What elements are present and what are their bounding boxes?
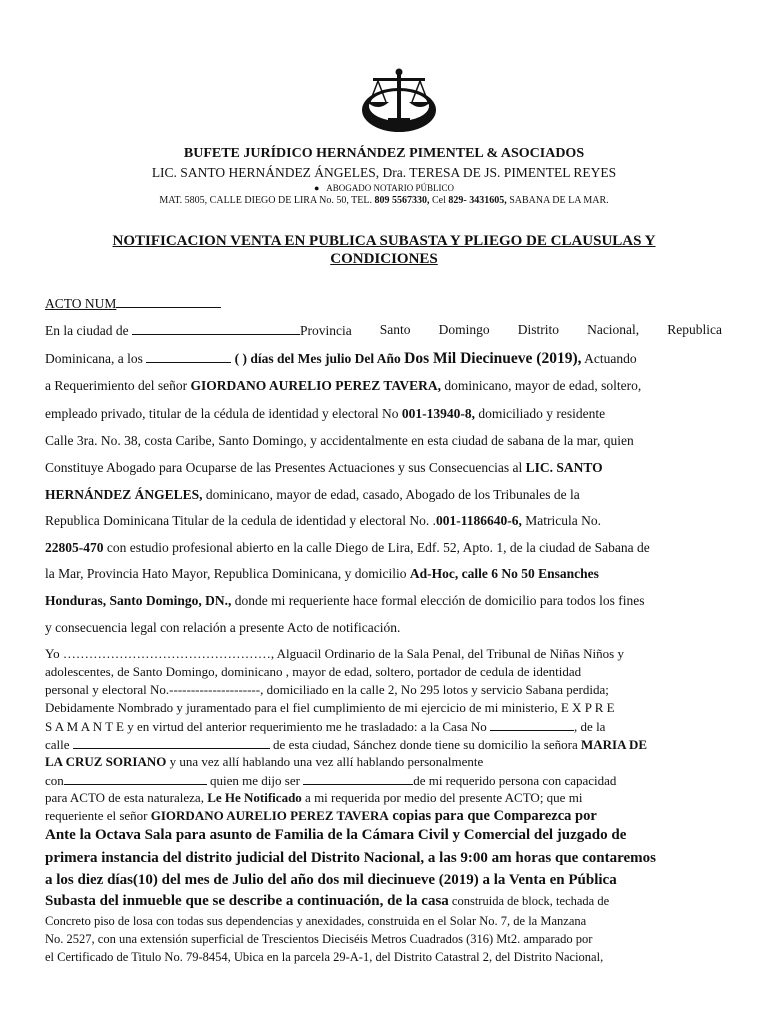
text: Constituye Abogado para Ocuparse de las Presentes Actuaciones y sus Consecuencias al xyxy=(45,460,526,475)
requester-name: GIORDANO AURELIO PEREZ TAVERA xyxy=(150,808,389,823)
p2-line-2: adolescentes, de Santo Domingo, dominicano , mayor de edad, soltero, portador de cedula de identidad xyxy=(45,664,582,679)
p2-line-5 xyxy=(45,718,722,735)
text: En la ciudad de xyxy=(45,323,129,338)
text: a mi requerida por medio del presente ACTO; que mi xyxy=(301,790,583,805)
text: con estudio profesional abierto en la calle Diego de Lira, Edf. 52, Apto. 1, de la ciudad de Sabana de xyxy=(103,540,650,555)
text: calle xyxy=(45,737,73,752)
text: a los diez días(10) del mes de Julio del año dos mil diecinueve (2019) a la xyxy=(45,872,509,888)
notified-name: MARIA DE xyxy=(580,737,648,752)
cedula-number: 001-13940-8, xyxy=(401,406,475,421)
p1-line-9 xyxy=(45,540,722,556)
text: empleado privado, titular de la cédula de identidad y electoral No xyxy=(45,406,402,421)
text: copias para que Comparezca por xyxy=(388,808,597,824)
p2-line-16: No. 2527, con una extensión superficial de Trescientos Dieciséis Metros Cuadrados (316) Mt2. amparado por xyxy=(45,932,593,946)
text: Republica xyxy=(667,322,722,337)
p1-line-4 xyxy=(45,406,722,422)
document-title: NOTIFICACION VENTA EN PUBLICA SUBASTA Y PLIEGO DE CLAUSULAS Y CONDICIONES xyxy=(112,233,656,267)
text: domiciliado y residente xyxy=(475,406,606,421)
firm-address xyxy=(0,195,768,206)
acto-number-blank xyxy=(116,295,221,308)
p2-line-7 xyxy=(45,754,722,770)
ad-hoc-address: Honduras, Santo Domingo, DN., xyxy=(45,593,232,608)
p1-line-5: Calle 3ra. No. 38, costa Caribe, Santo Domingo, y accidentalmente en esta ciudad de sabana de la mar, quien xyxy=(45,433,634,448)
text: para ACTO de esta naturaleza, xyxy=(45,790,208,805)
ad-hoc-address: Ad-Hoc, calle 6 No 50 Ensanches xyxy=(409,566,599,581)
notary-role-text: ABOGADO NOTARIO PÚBLICO xyxy=(326,183,454,193)
notary-role xyxy=(0,183,768,193)
text: de mi requerido persona con capacidad xyxy=(413,773,617,788)
p2-line-9 xyxy=(45,790,722,806)
address-text: MAT. 5805, CALLE DIEGO DE LIRA No. 50, TEL. xyxy=(159,195,375,206)
street-blank xyxy=(73,736,270,749)
p2-line-14 xyxy=(45,893,722,910)
p1-line-12: y consecuencia legal con relación a presente Acto de notificación. xyxy=(45,620,401,635)
year-text: Dos Mil Diecinueve (2019), xyxy=(404,350,582,367)
auction-text: Venta en Pública xyxy=(508,872,617,888)
firm-name: BUFETE JURÍDICO HERNÁNDEZ PIMENTEL & ASOCIADOS xyxy=(183,146,585,161)
text: con xyxy=(45,773,64,788)
p2-line-10 xyxy=(45,808,722,825)
p1-line-10 xyxy=(45,566,722,582)
text: Republica Dominicana Titular de la cedula de identidad y electoral No. . xyxy=(45,513,437,528)
text: Provincia xyxy=(299,323,352,338)
text: Dominicana, a los xyxy=(45,351,147,366)
p1-line-3 xyxy=(45,378,722,394)
house-number-blank xyxy=(490,718,574,731)
text: y una vez allí hablando una vez allí hablando personalmente xyxy=(166,754,484,769)
notified-text: Le He Notificado xyxy=(207,790,302,805)
p2-line-3: personal y electoral No.---------------------, domiciliado en la calle 2, No 295 lotos y servicio Sabana perdida; xyxy=(45,682,609,697)
person-blank xyxy=(64,772,207,785)
scales-of-justice-logo xyxy=(358,66,440,134)
p2-line-13 xyxy=(45,872,722,889)
p2-line-4: Debidamente Nombrado y juramentado para el fiel cumplimiento de mi ejercicio de mi ministerio, E X P R E xyxy=(45,700,615,715)
p2-line-8 xyxy=(45,772,722,789)
text: construida de block, techada de xyxy=(448,894,610,908)
text: requeriente el señor xyxy=(45,808,151,823)
text: a Requerimiento del señor xyxy=(45,378,191,393)
cellphone: 829- 3431605, xyxy=(448,195,507,206)
p1-line-7 xyxy=(45,487,722,503)
day-blank xyxy=(146,350,231,363)
p1-line-6 xyxy=(45,460,722,476)
text: Distrito xyxy=(517,322,559,337)
auction-text: Subasta del inmueble que se describe a continuación, de la casa xyxy=(45,893,449,909)
cedula-number: 001-1186640-6, xyxy=(436,513,522,528)
text: , de la xyxy=(574,719,606,734)
p2-line-15: Concreto piso de losa con todas sus dependencias y anexidades, construida en el Solar No. 7, de la Manzana xyxy=(45,914,587,928)
text: dominicano, mayor de edad, soltero, xyxy=(441,378,642,393)
p1-line-8 xyxy=(45,513,722,529)
text: S A M A N T E y en virtud del anterior requerimiento me he trasladado: a la Casa No xyxy=(45,719,491,734)
text: la Mar, Provincia Hato Mayor, Republica Dominicana, y domicilio xyxy=(45,566,410,581)
text: Nacional, xyxy=(587,322,640,337)
p1-line-11 xyxy=(45,593,722,609)
notified-name: LA CRUZ SORIANO xyxy=(45,754,167,769)
relation-blank xyxy=(303,772,413,785)
matricula-number: 22805-470 xyxy=(45,540,104,555)
text: Alguacil Ordinario de la Sala Penal, del Tribunal de Niñas Niños y xyxy=(274,646,624,661)
lawyer-names: LIC. SANTO HERNÁNDEZ ÁNGELES, Dra. TERESA DE JS. PIMENTEL REYES xyxy=(151,165,617,180)
lawyer-name: LIC. SANTO xyxy=(525,460,603,475)
acto-label: ACTO NUM xyxy=(45,296,117,311)
text: ( ) días del Mes julio Del Año xyxy=(231,351,405,366)
acto-line xyxy=(45,295,722,312)
text: Actuando xyxy=(581,351,637,366)
text: Domingo xyxy=(438,322,490,337)
p2-line-12: primera instancia del distrito judicial del Distrito Nacional, a las 9:00 am horas que contaremos xyxy=(45,850,656,866)
lawyer-name: HERNÁNDEZ ÁNGELES, xyxy=(45,487,203,502)
text: Yo xyxy=(45,646,63,661)
text: de esta ciudad, Sánchez donde tiene su domicilio la señora xyxy=(269,737,581,752)
p2-line-17: el Certificado de Titulo No. 79-8454, Ubica en la parcela 29-A-1, del Distrito Catastral 2, del Distrito Nacional, xyxy=(45,950,604,964)
requester-name: GIORDANO AURELIO PEREZ TAVERA, xyxy=(190,378,442,393)
city-text: SABANA DE LA MAR. xyxy=(506,195,609,206)
p2-line-6 xyxy=(45,736,722,753)
p2-line-1 xyxy=(45,646,722,662)
p2-line-11: Ante la Octava Sala para asunto de Familia de la Cámara Civil y Comercial del juzgado de xyxy=(45,827,627,843)
text: quien me dijo ser xyxy=(206,773,304,788)
p1-line-2 xyxy=(45,350,722,368)
p1-line-1 xyxy=(45,322,722,339)
bullet-icon: ● xyxy=(314,183,327,193)
city-blank xyxy=(132,322,300,335)
text: dominicano, mayor de edad, casado, Abogado de los Tribunales de la xyxy=(202,487,580,502)
text: Santo xyxy=(379,322,411,337)
text: Matricula No. xyxy=(521,513,601,528)
text: donde mi requeriente hace formal elección de domicilio para todos los fines xyxy=(231,593,645,608)
dotted-blank: …………………………………………, xyxy=(62,646,275,661)
cel-label: Cel xyxy=(429,195,449,206)
telephone: 809 5567330, xyxy=(374,195,430,206)
